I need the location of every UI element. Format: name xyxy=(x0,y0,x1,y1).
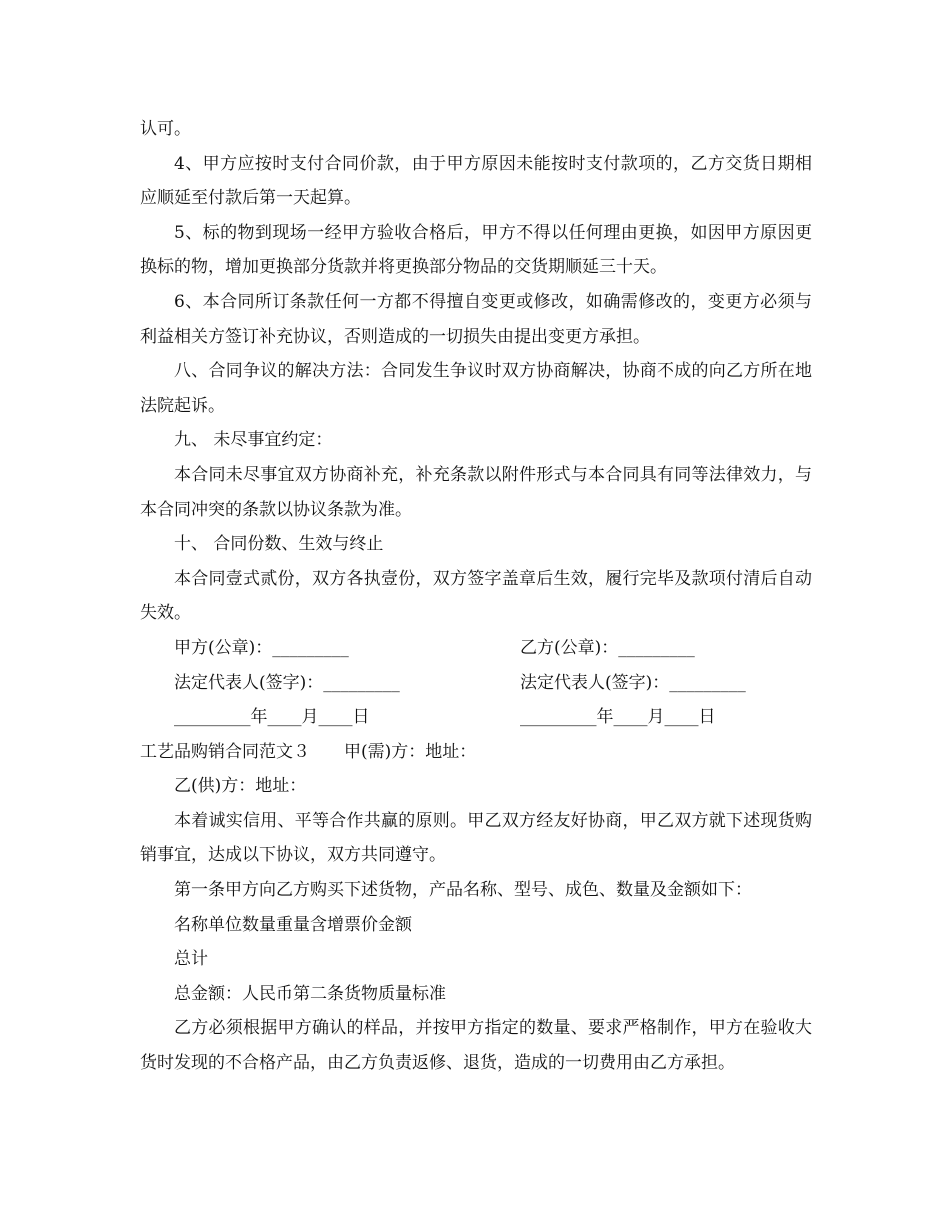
section-10-heading: 十、 合同份数、生效与终止 xyxy=(174,534,384,555)
signature-rep-row xyxy=(140,666,812,701)
clause-5: 5、标的物到现场一经甲方验收合格后，甲方不得以任何理由更换，如因甲方原因更换标的物，增加更换部分货款并将更换部分物品的交货期顺延三十天。 xyxy=(140,222,812,278)
section-9-heading: 九、 未尽事宜约定： xyxy=(174,430,333,451)
signature-seal-row xyxy=(140,631,812,666)
supplier-address-line: 乙(供)方：地址： xyxy=(174,776,307,797)
section-10-body: 本合同壹式贰份，双方各执壹份，双方签字盖章后生效，履行完毕及款项付清后自动失效。 xyxy=(140,568,812,624)
second-contract-title: 工艺品购销合同范文３ xyxy=(140,741,310,762)
section-8-dispute-resolution: 八、合同争议的解决方法：合同发生争议时双方协商解决，协商不成的向乙方所在地法院起诉。 xyxy=(140,361,812,416)
party-a-representative-line: 法定代表人(签字)：_________ xyxy=(174,672,400,693)
clause-4: 4、甲方应按时支付合同价款，由于甲方原因未能按时支付款项的，乙方交货日期相应顺延至付款后第一天起算。 xyxy=(140,153,812,209)
party-b-representative-line: 法定代表人(签字)：_________ xyxy=(520,672,746,693)
buyer-address-line: 甲(需)方：地址： xyxy=(344,741,477,762)
paragraph: 认可。 xyxy=(140,119,191,139)
preamble-paragraph: 本着诚实信用、平等合作共赢的原则。甲乙双方经友好协商，甲乙双方就下述现货购销事宜，达成以下协议，双方共同遵守。 xyxy=(140,810,812,866)
article-1-paragraph: 第一条甲方向乙方购买下述货物，产品名称、型号、成色、数量及金额如下： xyxy=(174,880,752,901)
signature-date-row xyxy=(140,700,812,735)
goods-table-header-line: 名称单位数量重量含增票价金额 xyxy=(174,914,412,935)
total-line: 总计 xyxy=(174,949,208,970)
party-a-seal-line: 甲方(公章)：_________ xyxy=(174,637,349,658)
quality-standard-paragraph: 乙方必须根据甲方确认的样品，并按甲方指定的数量、要求严格制作，甲方在验收大货时发现的不合格产品，由乙方负责返修、退货，造成的一切费用由乙方承担。 xyxy=(140,1018,812,1074)
document-body xyxy=(140,112,812,1081)
total-amount-line: 总金额：人民币第二条货物质量标准 xyxy=(174,983,446,1004)
second-contract-header xyxy=(140,735,812,770)
party-b-date-line: _________年____月____日 xyxy=(520,707,716,728)
party-b-seal-line: 乙方(公章)：_________ xyxy=(520,637,695,658)
section-9-body: 本合同未尽事宜双方协商补充，补充条款以附件形式与本合同具有同等法律效力，与本合同冲突的条款以协议条款为准。 xyxy=(140,464,812,520)
party-a-date-line: _________年____月____日 xyxy=(174,707,370,728)
clause-6: 6、本合同所订条款任何一方都不得擅自变更或修改，如确需修改的，变更方必须与利益相关方签订补充协议，否则造成的一切损失由提出变更方承担。 xyxy=(140,291,812,347)
